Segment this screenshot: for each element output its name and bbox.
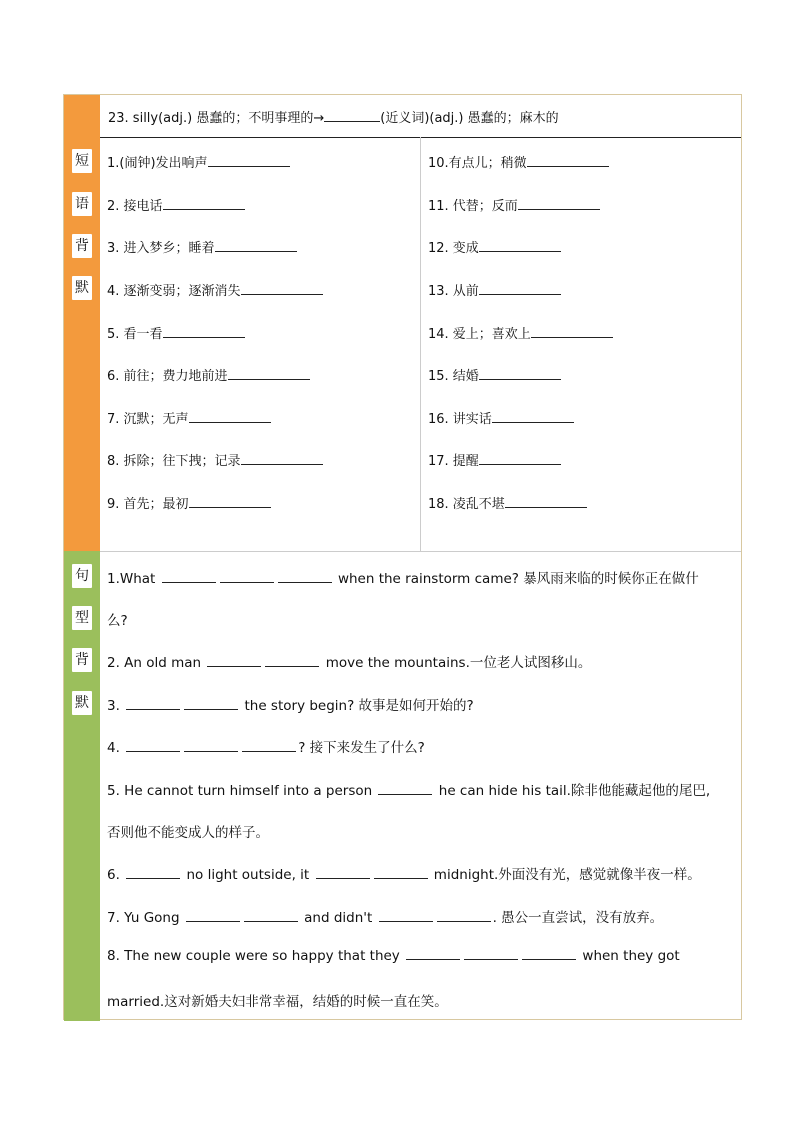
sentence-5: 5. He cannot turn himself into a person he can hide his tail.除非他能藏起他的尾巴,	[107, 783, 711, 799]
vocab-item-23-row	[100, 95, 741, 138]
section2-label-char: 型	[72, 606, 92, 630]
sentence-7: 7. Yu Gong and didn't . 愚公一直尝试，没有放弃。	[107, 910, 664, 926]
phrase-item: 18. 凌乱不堪	[428, 493, 587, 512]
sentence-1-cont: 么?	[107, 613, 128, 629]
section2-label-char: 句	[72, 564, 92, 588]
section1-label-char: 语	[72, 192, 92, 216]
sentence-3: 3. the story begin? 故事是如何开始的?	[107, 698, 474, 714]
sentence-6: 6. no light outside, it midnight.外面没有光，感觉就像半夜一样。	[107, 867, 701, 883]
sentence-4: 4. ? 接下来发生了什么?	[107, 740, 425, 756]
section1-label-char: 背	[72, 234, 92, 258]
section2-label-char: 背	[72, 648, 92, 672]
sentence-8-cont: married.这对新婚夫妇非常幸福，结婚的时候一直在笑。	[107, 994, 448, 1010]
phrase-item: 15. 结婚	[428, 365, 561, 384]
vocab-item-23: 23. silly(adj.) 愚蠢的；不明事理的→ (近义词)(adj.) 愚蠢的；麻木的	[108, 111, 559, 126]
sentence-5-cont: 否则他不能变成人的样子。	[107, 825, 269, 841]
phrase-item: 4. 逐渐变弱；逐渐消失	[107, 280, 323, 299]
phrase-item: 8. 拆除；往下拽；记录	[107, 450, 323, 469]
phrase-item: 14. 爱上；喜欢上	[428, 323, 613, 342]
phrase-item: 11. 代替；反而	[428, 195, 600, 214]
sentence-8: 8. The new couple were so happy that they when they got	[107, 948, 680, 964]
phrase-item: 13. 从前	[428, 280, 561, 299]
phrase-item: 6. 前往；费力地前进	[107, 365, 310, 384]
sentence-2: 2. An old man move the mountains.一位老人试图移山。	[107, 655, 592, 671]
phrase-item: 3. 进入梦乡；睡着	[107, 237, 297, 256]
phrase-item: 16. 讲实话	[428, 408, 574, 427]
worksheet-table	[63, 94, 742, 1020]
section1-label-char: 短	[72, 149, 92, 173]
phrase-item: 10.有点儿；稍微	[428, 152, 609, 171]
phrase-item: 2. 接电话	[107, 195, 245, 214]
section-divider	[100, 551, 741, 552]
phrase-item: 12. 变成	[428, 237, 561, 256]
column-divider	[420, 137, 421, 551]
phrase-item: 1.(闹钟)发出响声	[107, 152, 290, 171]
sentence-1: 1.What when the rainstorm came? 暴风雨来临的时候你正在做什	[107, 571, 699, 587]
phrase-item: 17. 提醒	[428, 450, 561, 469]
phrase-item: 7. 沉默；无声	[107, 408, 271, 427]
phrase-item: 9. 首先；最初	[107, 493, 271, 512]
section1-label-char: 默	[72, 276, 92, 300]
section2-label-char: 默	[72, 691, 92, 715]
phrase-item: 5. 看一看	[107, 323, 245, 342]
answer-blank[interactable]	[324, 120, 380, 122]
